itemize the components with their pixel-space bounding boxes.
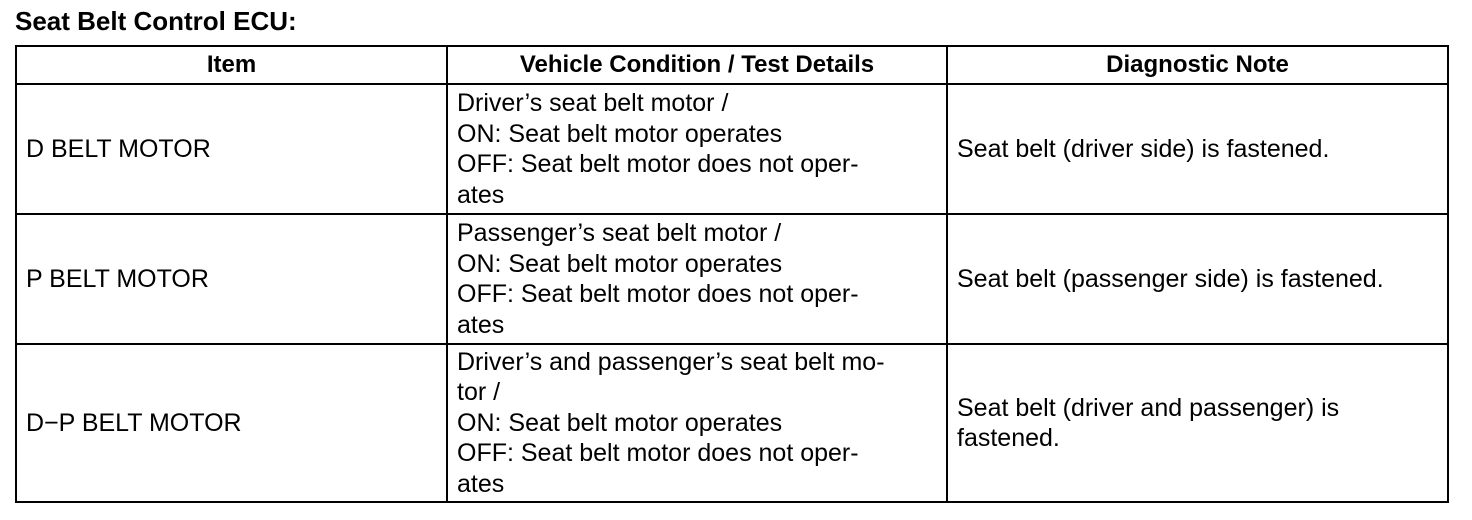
table-row bbox=[16, 344, 1448, 502]
condition-line: OFF: Seat belt motor does not oper- bbox=[457, 439, 859, 468]
condition-cell bbox=[447, 214, 947, 344]
header-item: Item bbox=[16, 46, 447, 84]
note-cell: Seat belt (passenger side) is fastened. bbox=[947, 214, 1448, 344]
item-cell: D−P BELT MOTOR bbox=[16, 344, 447, 502]
condition-line: Passenger’s seat belt motor / bbox=[457, 219, 782, 247]
seat-belt-ecu-table bbox=[15, 45, 1449, 503]
condition-line: OFF: Seat belt motor does not oper- bbox=[457, 280, 859, 308]
header-condition: Vehicle Condition / Test Details bbox=[447, 46, 947, 84]
item-cell: P BELT MOTOR bbox=[16, 214, 447, 344]
condition-line: ates bbox=[457, 310, 505, 339]
condition-line: Driver’s and passenger’s seat belt mo- bbox=[457, 347, 885, 376]
condition-cell bbox=[447, 84, 947, 214]
note-cell: Seat belt (driver and passenger) is fastened. bbox=[947, 344, 1448, 502]
condition-line: tor / bbox=[457, 378, 501, 407]
item-cell: D BELT MOTOR bbox=[16, 84, 447, 214]
condition-line: ON: Seat belt motor operates bbox=[457, 249, 783, 278]
condition-line: Driver’s seat belt motor / bbox=[457, 89, 729, 117]
condition-line: ates bbox=[457, 469, 505, 498]
header-note: Diagnostic Note bbox=[947, 46, 1448, 84]
table-row bbox=[16, 84, 1448, 214]
condition-line: ates bbox=[457, 180, 505, 209]
table-header-row bbox=[16, 46, 1448, 84]
table-row bbox=[16, 214, 1448, 344]
note-cell: Seat belt (driver side) is fastened. bbox=[947, 84, 1448, 214]
condition-line: ON: Seat belt motor operates bbox=[457, 408, 783, 437]
condition-cell bbox=[447, 344, 947, 502]
condition-line: ON: Seat belt motor operates bbox=[457, 119, 783, 148]
page-title: Seat Belt Control ECU: bbox=[15, 6, 297, 36]
condition-line: OFF: Seat belt motor does not oper- bbox=[457, 150, 859, 178]
